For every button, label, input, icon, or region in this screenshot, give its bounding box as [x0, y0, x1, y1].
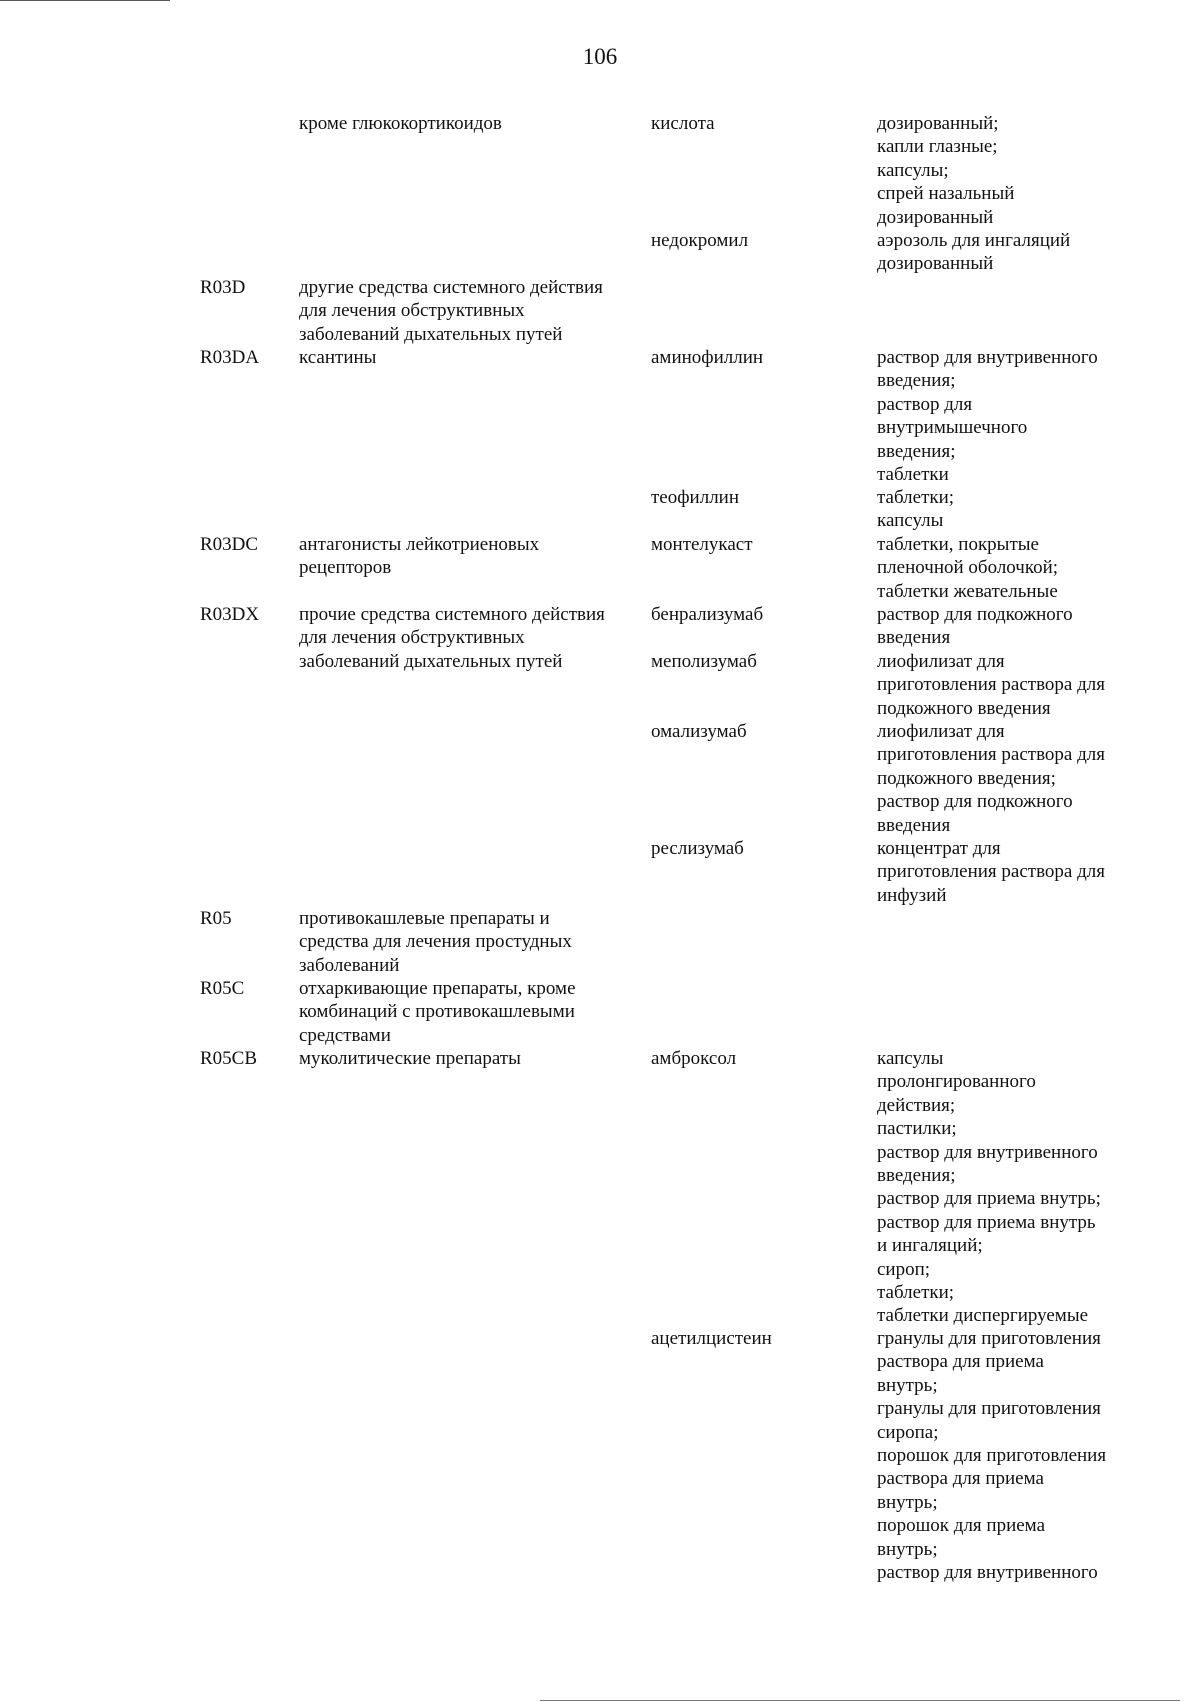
- drug-name: бенрализумаб: [651, 604, 764, 625]
- group-name: противокашлевые препараты и средства для лечения простудных заболеваний: [299, 908, 572, 976]
- drug-name: теофиллин: [651, 487, 740, 508]
- drug-name: кислота: [651, 113, 715, 134]
- drug-classification-table: [0, 112, 1200, 1584]
- dosage-forms: раствор для подкожного введения: [877, 604, 1073, 649]
- atc-code: R05CB: [200, 1048, 258, 1069]
- table-row: [0, 907, 1200, 977]
- table-row: [0, 1047, 1200, 1327]
- table-row: [0, 346, 1200, 486]
- dosage-forms: аэрозоль для ингаляций дозированный: [877, 230, 1071, 275]
- table-row: [0, 1327, 1200, 1584]
- group-name: кроме глюкокортикоидов: [299, 113, 502, 134]
- atc-code: R05C: [200, 978, 245, 999]
- group-name: ксантины: [299, 347, 377, 368]
- drug-name: реслизумаб: [651, 838, 744, 859]
- dosage-forms: гранулы для приготовления раствора для приема внутрь; гранулы для приготовления сиропа; порошок для приготовления раствора для приема внутрь; порошок для приема внутрь; раствор для внутривенного: [877, 1328, 1107, 1584]
- dosage-forms: концентрат для приготовления раствора для инфузий: [877, 838, 1105, 906]
- table-row: [0, 112, 1200, 229]
- table-row: [0, 650, 1200, 720]
- table-row: [0, 229, 1200, 276]
- dosage-forms: таблетки, покрытые пленочной оболочкой; таблетки жевательные: [877, 534, 1059, 602]
- drug-name: омализумаб: [651, 721, 747, 742]
- scan-edge-line: [540, 1700, 1180, 1701]
- atc-code: R03DA: [200, 347, 260, 368]
- dosage-forms: лиофилизат для приготовления раствора для подкожного введения: [877, 651, 1105, 719]
- dosage-forms: капсулы пролонгированного действия; пастилки; раствор для внутривенного введения; раствор для приема внутрь; раствор для приема внутрь и ингаляций; сироп; таблетки; таблетки диспергируемые: [877, 1048, 1101, 1327]
- table-row: [0, 720, 1200, 837]
- scan-edge-line: [0, 0, 170, 1]
- group-name: другие средства системного действия для лечения обструктивных заболеваний дыхательных путей: [299, 277, 603, 345]
- table-row: [0, 276, 1200, 346]
- group-name: прочие средства системного действия для лечения обструктивных: [299, 604, 605, 649]
- drug-name: монтелукаст: [651, 534, 753, 555]
- drug-name: недокромил: [651, 230, 749, 251]
- dosage-forms: таблетки; капсулы: [877, 487, 955, 532]
- drug-name: меполизумаб: [651, 651, 757, 672]
- drug-name: аминофиллин: [651, 347, 764, 368]
- atc-code: R03DX: [200, 604, 260, 625]
- atc-code: R03DC: [200, 534, 259, 555]
- table-row: [0, 977, 1200, 1047]
- table-row: [0, 533, 1200, 603]
- table-row: [0, 837, 1200, 907]
- group-name: антагонисты лейкотриеновых рецепторов: [299, 534, 540, 579]
- dosage-forms: раствор для внутривенного введения; раствор для внутримышечного введения; таблетки: [877, 347, 1098, 486]
- atc-code: R05: [200, 908, 232, 929]
- drug-name: ацетилцистеин: [651, 1328, 772, 1349]
- group-name: муколитические препараты: [299, 1048, 521, 1069]
- atc-code: R03D: [200, 277, 246, 298]
- group-name: заболеваний дыхательных путей: [299, 651, 563, 672]
- dosage-forms: лиофилизат для приготовления раствора для подкожного введения; раствор для подкожного введения: [877, 721, 1105, 836]
- drug-name: амброксол: [651, 1048, 737, 1069]
- table-row: [0, 486, 1200, 533]
- page-number: 106: [582, 44, 618, 69]
- group-name: отхаркивающие препараты, кроме комбинаций с противокашлевыми средствами: [299, 978, 576, 1046]
- dosage-forms: дозированный; капли глазные; капсулы; спрей назальный дозированный: [877, 113, 1015, 228]
- table-row: [0, 603, 1200, 650]
